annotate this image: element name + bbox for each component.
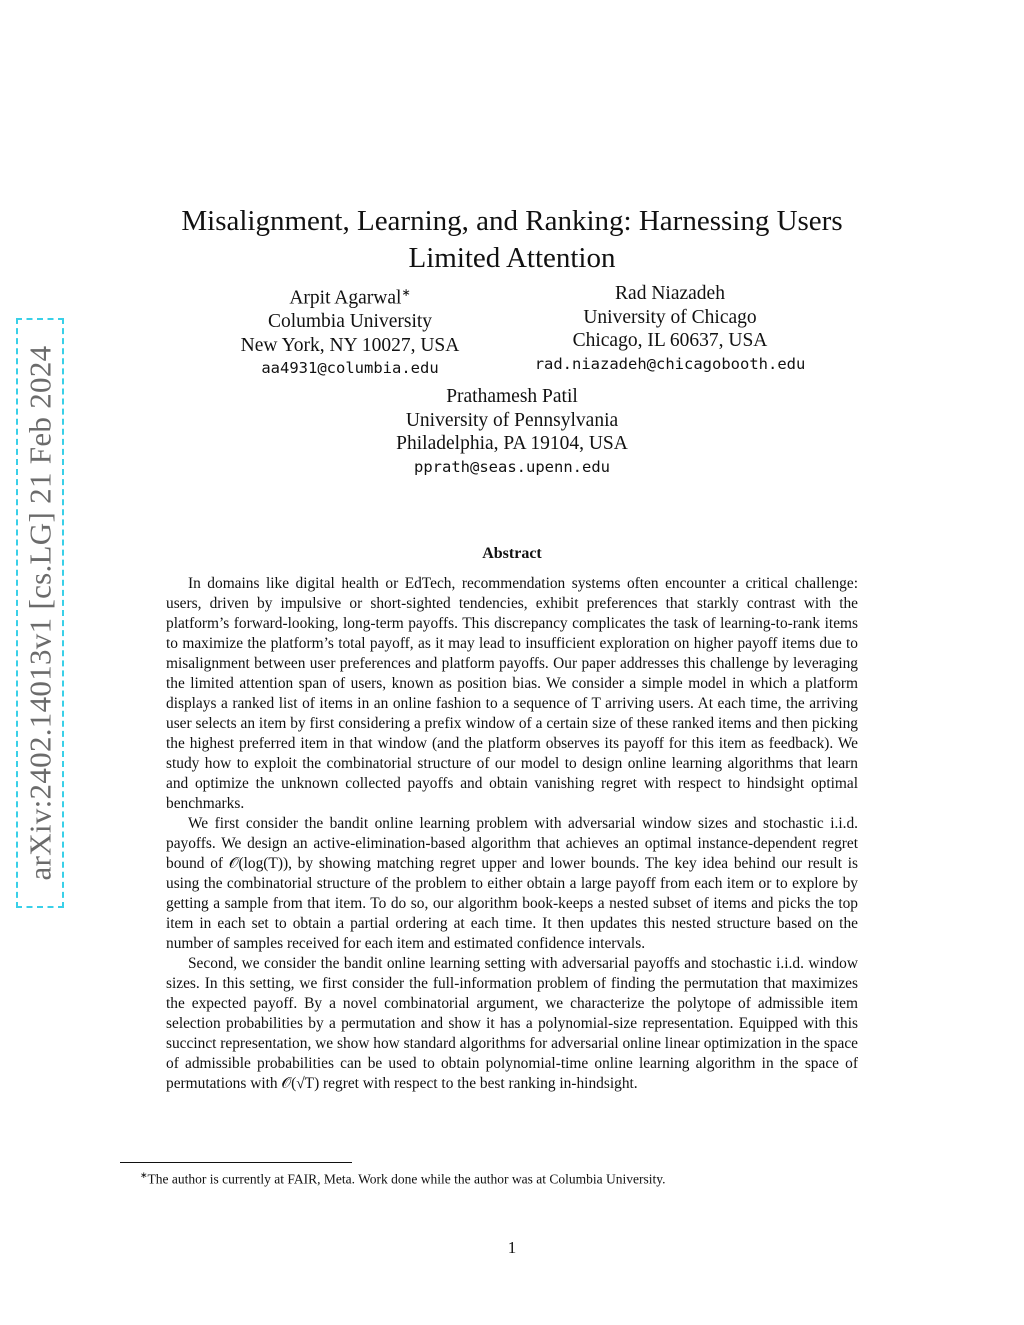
arxiv-identifier-stamp[interactable] (16, 318, 64, 908)
author-address: Philadelphia, PA 19104, USA (396, 433, 628, 454)
author-block (500, 282, 840, 376)
abstract-heading: Abstract (482, 545, 542, 562)
footnote-text: The author is currently at FAIR, Meta. Work done while the author was at Columbia University. (147, 1171, 666, 1187)
author-affiliation: University of Chicago (583, 306, 757, 328)
author-name: Arpit Agarwal∗ (289, 287, 411, 309)
footnote (140, 1166, 900, 1189)
author-name: Prathamesh Patil (446, 386, 578, 407)
author-email[interactable]: pprath@seas.upenn.edu (414, 457, 610, 476)
abstract-paragraph: In domains like digital health or EdTech, recommendation systems often encounter a critical challenge: users, driven by impulsive or short-sighted tendencies, exhibit preferences that starkly contrast with the platform’s forward-looking, long-term payoffs. This discrepancy complicates the task of learning-to-rank items to maximize the platform’s total payoff, as it may lead to insufficient exploration on higher payoff items due to misalignment between user preferences and platform payoffs. Our paper addresses this challenge by leveraging the limited attention span of users, known as position bias. We consider a simple model in which a platform displays a ranked list of items in an online fashion to a sequence of T arriving users. At each time, the arriving user selects an item by first considering a prefix window of a certain size of these ranked items and then picking the highest preferred item in that window (and the platform observes its payoff for this item as feedback). We study how to exploit the combinatorial structure of our model to design online learning algorithms that learn and optimize the unknown collected payoffs and obtain vanishing regret with respect to hindsight optimal benchmarks. (166, 575, 858, 812)
abstract-paragraph: Second, we consider the bandit online learning setting with adversarial payoffs and stochastic i.i.d. window sizes. In this setting, we first consider the full-information problem of finding the permutation that maximizes the expected payoff. By a novel combinatorial argument, we characterize the polytope of admissible item selection probabilities by a permutation and show it has a polynomial-size representation. Equipped with this succinct representation, we show how standard algorithms for adversarial online linear optimization in the space of admissible probabilities can be used to obtain polynomial-time online learning algorithm in the space of permutations with 𝒪(√T) regret with respect to the best ranking in-hindsight. (166, 955, 858, 1092)
author-name: Rad Niazadeh (615, 283, 725, 304)
author-affiliation: University of Pennsylvania (405, 409, 619, 431)
abstract-paragraph: We first consider the bandit online learning problem with adversarial window sizes and stochastic i.i.d. payoffs. We design an active-elimination-based algorithm that achieves an optimal instance-dependent regret bound of 𝒪(log(T)), by showing matching regret upper and lower bounds. The key idea behind our result is using the combinatorial structure of the problem to either obtain a large payoff from each item or to explore by getting a sample from that item. To do so, our algorithm book-keeps a nested subset of items and picks the top item in each set to obtain a partial ordering at each time. It then updates this nested structure based on the number of samples received for each item and estimated confidence intervals. (166, 815, 858, 952)
author-address: New York, NY 10027, USA (240, 334, 460, 356)
author-address: Chicago, IL 60637, USA (572, 330, 768, 351)
page-number: 1 (507, 1238, 517, 1257)
author-block (362, 385, 662, 479)
author-affiliation: Columbia University (267, 311, 433, 332)
abstract-body (166, 574, 858, 1094)
footnote-divider (120, 1162, 352, 1163)
author-email[interactable]: aa4931@columbia.edu (261, 359, 439, 377)
footnote-mark: ∗ (140, 1170, 148, 1180)
author-block (200, 282, 500, 381)
author-footnote-mark: ∗ (401, 287, 411, 299)
arxiv-identifier-text: arXiv:2402.14013v1 [cs.LG] 21 Feb 2024 (22, 345, 58, 881)
author-email[interactable]: rad.niazadeh@chicagobooth.edu (534, 354, 806, 373)
paper-title: Misalignment, Learning, and Ranking: Harnessing Users Limited Attention (181, 205, 843, 275)
